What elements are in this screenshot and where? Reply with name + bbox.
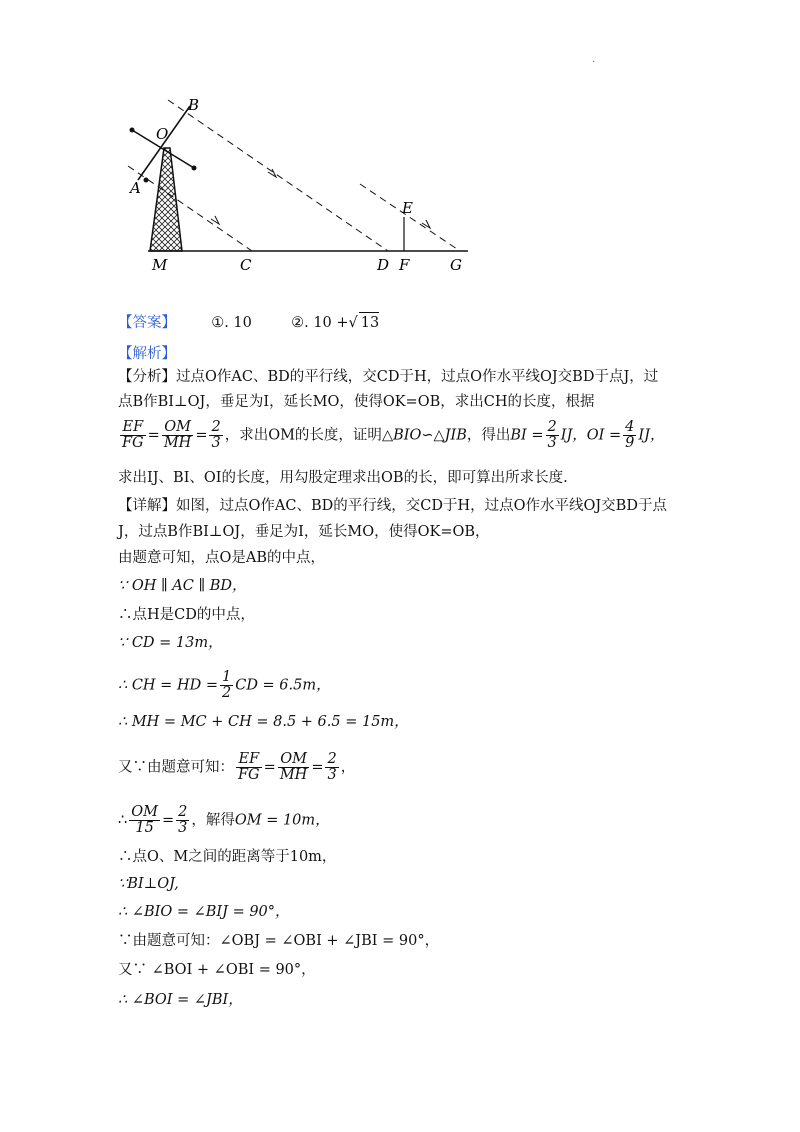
xiangjie-text-6: ∵ CD = 13m， (118, 635, 223, 651)
answer-tag: 【答案】 (118, 315, 176, 331)
fraction-om-15: $\frac{OM}{15}$ (131, 804, 158, 836)
fenxi-line-3: $\frac{EF}{FG}$ = $\frac{OM}{MH}$ = $\frac{2}{3}$ ，求出OM的长度，证明△BIO∽△JIB，得出BI = $\frac{2}{3}$ IJ，OI = $\frac{4}{9}$ IJ， (122, 419, 665, 451)
answer-item-2-mark: ②. (291, 315, 309, 331)
fraction-om-mh: $\frac{OM}{MH}$ (163, 419, 192, 451)
xiangjie-line-3 (118, 548, 325, 568)
bi-expr: BI = (510, 427, 544, 444)
label-b: B (188, 96, 200, 114)
xiangjie-line-2 (118, 522, 490, 542)
sqrt-sign: √ (348, 315, 358, 331)
xiangjie-text-12: ∵BI⊥OJ, (118, 876, 179, 892)
label-f: F (399, 256, 410, 274)
xiangjie-text-14: ∵由题意可知：∠OBJ = ∠OBI + ∠JBI = 90°， (118, 933, 440, 949)
xiangjie-line-6 (118, 633, 223, 653)
xiangjie-line-15 (118, 960, 316, 980)
xiangjie-text-2: J，过点B作BI⊥OJ，垂足为I，延长MO，使得OK=OB， (118, 524, 490, 540)
answer-item-1: ①. 10 (211, 315, 252, 331)
answer-item-2-expr: 10 + (313, 315, 349, 331)
xiangjie-line-8 (118, 712, 409, 732)
label-a: A (130, 179, 141, 197)
fenxi-text-3b: ，得出 (466, 427, 511, 444)
xiangjie-line-10: ∴ $\frac{OM}{15}$ = $\frac{2}{3}$ ，解得OM = 10m， (118, 804, 330, 836)
ij-1: IJ， (560, 427, 587, 444)
xiangjie-text-11: ∴点O、M之间的距离等于10m， (118, 849, 337, 865)
geometry-figure (120, 92, 480, 278)
ij-2: IJ， (638, 427, 665, 444)
xiangjie-text-13: ∴ ∠BIO = ∠BIJ = 90°， (118, 904, 290, 920)
label-e: E (402, 199, 413, 217)
fraction-2-3-d: $\frac{2}{3}$ (178, 804, 188, 836)
ray-arrow-2 (211, 216, 219, 224)
xiangjie-line-1 (118, 496, 667, 516)
ray-arrow-1 (268, 169, 276, 177)
xiangjie-text-4: ∵ OH ∥ AC ∥ BD， (118, 578, 247, 594)
fraction-ef-fg-2: $\frac{EF}{FG}$ (238, 751, 260, 783)
fraction-2-3: $\frac{2}{3}$ (211, 419, 221, 451)
crossbar-end-right (192, 166, 197, 171)
xiangjie-text-10a: ∴ (118, 812, 128, 829)
fraction-ef-fg: $\frac{EF}{FG}$ (122, 419, 144, 451)
analysis-heading (118, 344, 176, 364)
xiangjie-text-3: 由题意可知，点O是AB的中点， (118, 550, 326, 566)
ray-eg (360, 184, 460, 251)
fenxi-line-2 (118, 392, 595, 412)
fenxi-text-1: 过点O作AC、BD的平行线，交CD于H，过点O作水平线OJ交BD于点J，过 (176, 369, 659, 385)
fraction-2-3-b: $\frac{2}{3}$ (547, 419, 557, 451)
xiangjie-text-10b: ，解得 (191, 812, 235, 829)
xiangjie-text-7a: ∴ CH = HD = (118, 677, 218, 694)
fraction-om-mh-2: $\frac{OM}{MH}$ (279, 751, 308, 783)
label-m: M (152, 256, 168, 274)
fenxi-text-2: 点B作BI⊥OJ，垂足为I，延长MO，使得OK=OB，求出CH的长度，根据 (118, 394, 595, 410)
similar-triangles: △BIO∽△JIB (381, 427, 467, 444)
xiangjie-text-10c: OM = 10m， (234, 812, 330, 829)
fenxi-text-4: 求出IJ、BI、OI的长度，用勾股定理求出OB的长，即可算出所求长度. (118, 470, 568, 486)
xiangjie-line-4 (118, 576, 247, 596)
fenxi-line-1 (118, 367, 658, 387)
xiangjie-text-7b: CD = 6.5m， (235, 677, 331, 694)
xiangjie-text-9a: 又∵由题意可知： (118, 759, 234, 776)
xiangjie-line-16 (118, 990, 243, 1010)
label-d: D (377, 256, 390, 274)
xiangjie-line-9: 又∵由题意可知： $\frac{EF}{FG}$ = $\frac{OM}{MH}$ = $\frac{2}{3}$ ， (118, 751, 356, 783)
label-g: G (450, 256, 462, 274)
decorative-dot: . (592, 54, 596, 65)
analysis-tag: 【解析】 (118, 346, 176, 362)
fraction-4-9: $\frac{4}{9}$ (625, 419, 635, 451)
xiangjie-text-5: ∴点H是CD的中点， (118, 607, 255, 623)
xiangjie-line-7 (118, 670, 331, 701)
answer-item-2-sqrt: 13 (359, 312, 379, 333)
crossbar-end-left (130, 128, 135, 133)
fenxi-line-4 (118, 468, 568, 488)
fraction-1-2: $\frac{1}{2}$ (221, 669, 232, 701)
xiangjie-text-16: ∴ ∠BOI = ∠JBI， (118, 992, 243, 1008)
fenxi-tag: 【分析】 (118, 369, 176, 385)
xiangjie-text-1: 如图，过点O作AC、BD的平行线，交CD于H，过点O作水平线OJ交BD于点 (176, 498, 667, 514)
fenxi-text-3a: ，求出OM的长度，证明 (224, 427, 382, 444)
tower (150, 148, 182, 251)
xiangjie-line-12 (118, 874, 179, 894)
fraction-2-3-c: $\frac{2}{3}$ (327, 751, 337, 783)
oi-expr: OI = (586, 427, 622, 444)
xiangjie-line-13 (118, 902, 290, 922)
answer-line (118, 312, 379, 333)
xiangjie-text-15: 又∵ ∠BOI + ∠OBI = 90°， (118, 962, 316, 978)
xiangjie-line-14 (118, 931, 439, 951)
ray-bd (168, 100, 388, 251)
xiangjie-line-5 (118, 605, 255, 625)
xiangjie-tag: 【详解】 (118, 498, 176, 514)
xiangjie-text-8: ∴ MH = MC + CH = 8.5 + 6.5 = 15m， (118, 714, 409, 730)
label-c: C (240, 256, 252, 274)
xiangjie-line-11 (118, 847, 336, 867)
label-o: O (156, 125, 169, 143)
